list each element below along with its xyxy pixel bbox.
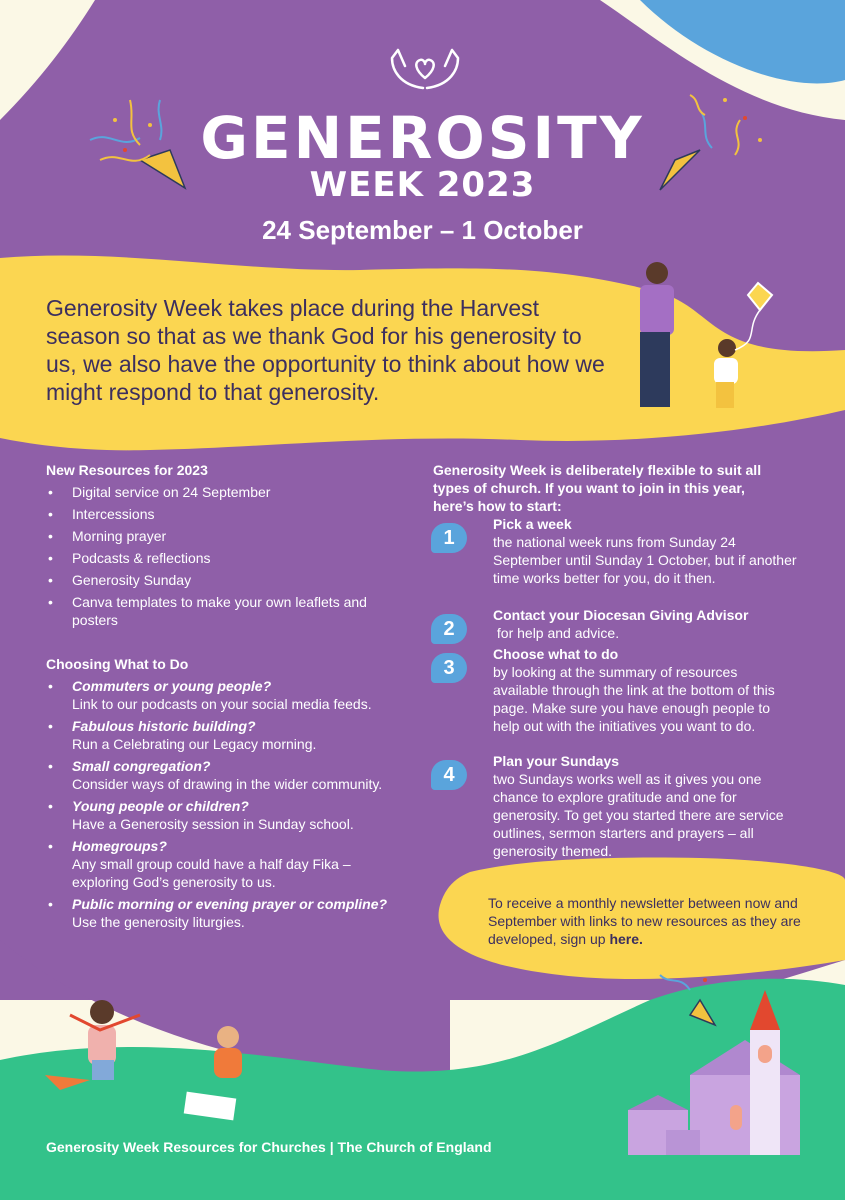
resources-list bbox=[46, 483, 406, 629]
list-item: • Public morning or evening prayer or compline? Use the generosity liturgies. bbox=[46, 895, 406, 931]
newsletter-text: To receive a monthly newsletter between now and September with links to new resources as they are developed, sign up bbox=[488, 895, 801, 947]
list-item: • Morning prayer bbox=[46, 527, 406, 545]
step-title: Contact your Diocesan Giving Advisor bbox=[493, 607, 749, 623]
step-number: 1 bbox=[431, 523, 467, 553]
resources-heading: New Resources for 2023 bbox=[46, 462, 208, 478]
intro-text: Generosity Week takes place during the Harvest season so that as we thank God for his generosity to us, we also have the opportunity to think about how we might respond to that generosity. bbox=[46, 295, 605, 405]
list-item: • Podcasts & reflections bbox=[46, 549, 406, 567]
title-line-2: WEEK 2023 bbox=[309, 165, 536, 205]
step-title: Pick a week bbox=[493, 516, 572, 532]
newsletter-signup-link[interactable]: here. bbox=[609, 931, 643, 947]
footer-text: Generosity Week Resources for Churches | The Church of England bbox=[46, 1139, 492, 1155]
choosing-heading: Choosing What to Do bbox=[46, 656, 189, 672]
step-text: by looking at the summary of resources available through the link at the bottom of this page. Make sure you have enough people to help out with the initiatives you want to do. bbox=[493, 664, 775, 734]
step-number: 4 bbox=[431, 760, 467, 790]
list-item: • Fabulous historic building? Run a Celebrating our Legacy morning. bbox=[46, 717, 406, 753]
list-item: • Young people or children? Have a Generosity session in Sunday school. bbox=[46, 797, 406, 833]
left-column bbox=[46, 461, 406, 935]
step-text: the national week runs from Sunday 24 September until Sunday 1 October, but if another time works better for you, do it then. bbox=[493, 534, 797, 586]
right-column bbox=[433, 461, 803, 519]
step-number: 3 bbox=[431, 653, 467, 683]
newsletter-box bbox=[488, 894, 808, 948]
list-item: • Commuters or young people? Link to our podcasts on your social media feeds. bbox=[46, 677, 406, 713]
step-text: two Sundays works well as it gives you one chance to explore gratitude and one for generosity. To get you started there are service outlines, sermon starters and prayers – all generosity themed. bbox=[493, 771, 784, 859]
list-item: • Homegroups? Any small group could have a half day Fika – exploring God’s generosity to us. bbox=[46, 837, 372, 891]
step-2 bbox=[443, 606, 798, 642]
list-item: • Generosity Sunday bbox=[46, 571, 406, 589]
step-1 bbox=[443, 515, 798, 587]
choosing-list bbox=[46, 677, 406, 931]
step-3 bbox=[443, 645, 788, 735]
list-item: • Canva templates to make your own leaflets and posters bbox=[46, 593, 372, 629]
list-item: • Intercessions bbox=[46, 505, 406, 523]
step-text: for help and advice. bbox=[493, 625, 620, 641]
list-item: • Digital service on 24 September bbox=[46, 483, 406, 501]
howto-intro: Generosity Week is deliberately flexible to suit all types of church. If you want to join in this year, here’s how to start: bbox=[433, 462, 762, 514]
event-dates: 24 September – 1 October bbox=[262, 215, 583, 245]
step-title: Choose what to do bbox=[493, 646, 619, 662]
step-number: 2 bbox=[431, 614, 467, 644]
step-4 bbox=[443, 752, 803, 860]
list-item: • Small congregation? Consider ways of drawing in the wider community. bbox=[46, 757, 406, 793]
title-line-1: GENEROSITY bbox=[200, 104, 645, 172]
hands-heart-icon bbox=[388, 45, 462, 95]
step-title: Plan your Sundays bbox=[493, 753, 620, 769]
